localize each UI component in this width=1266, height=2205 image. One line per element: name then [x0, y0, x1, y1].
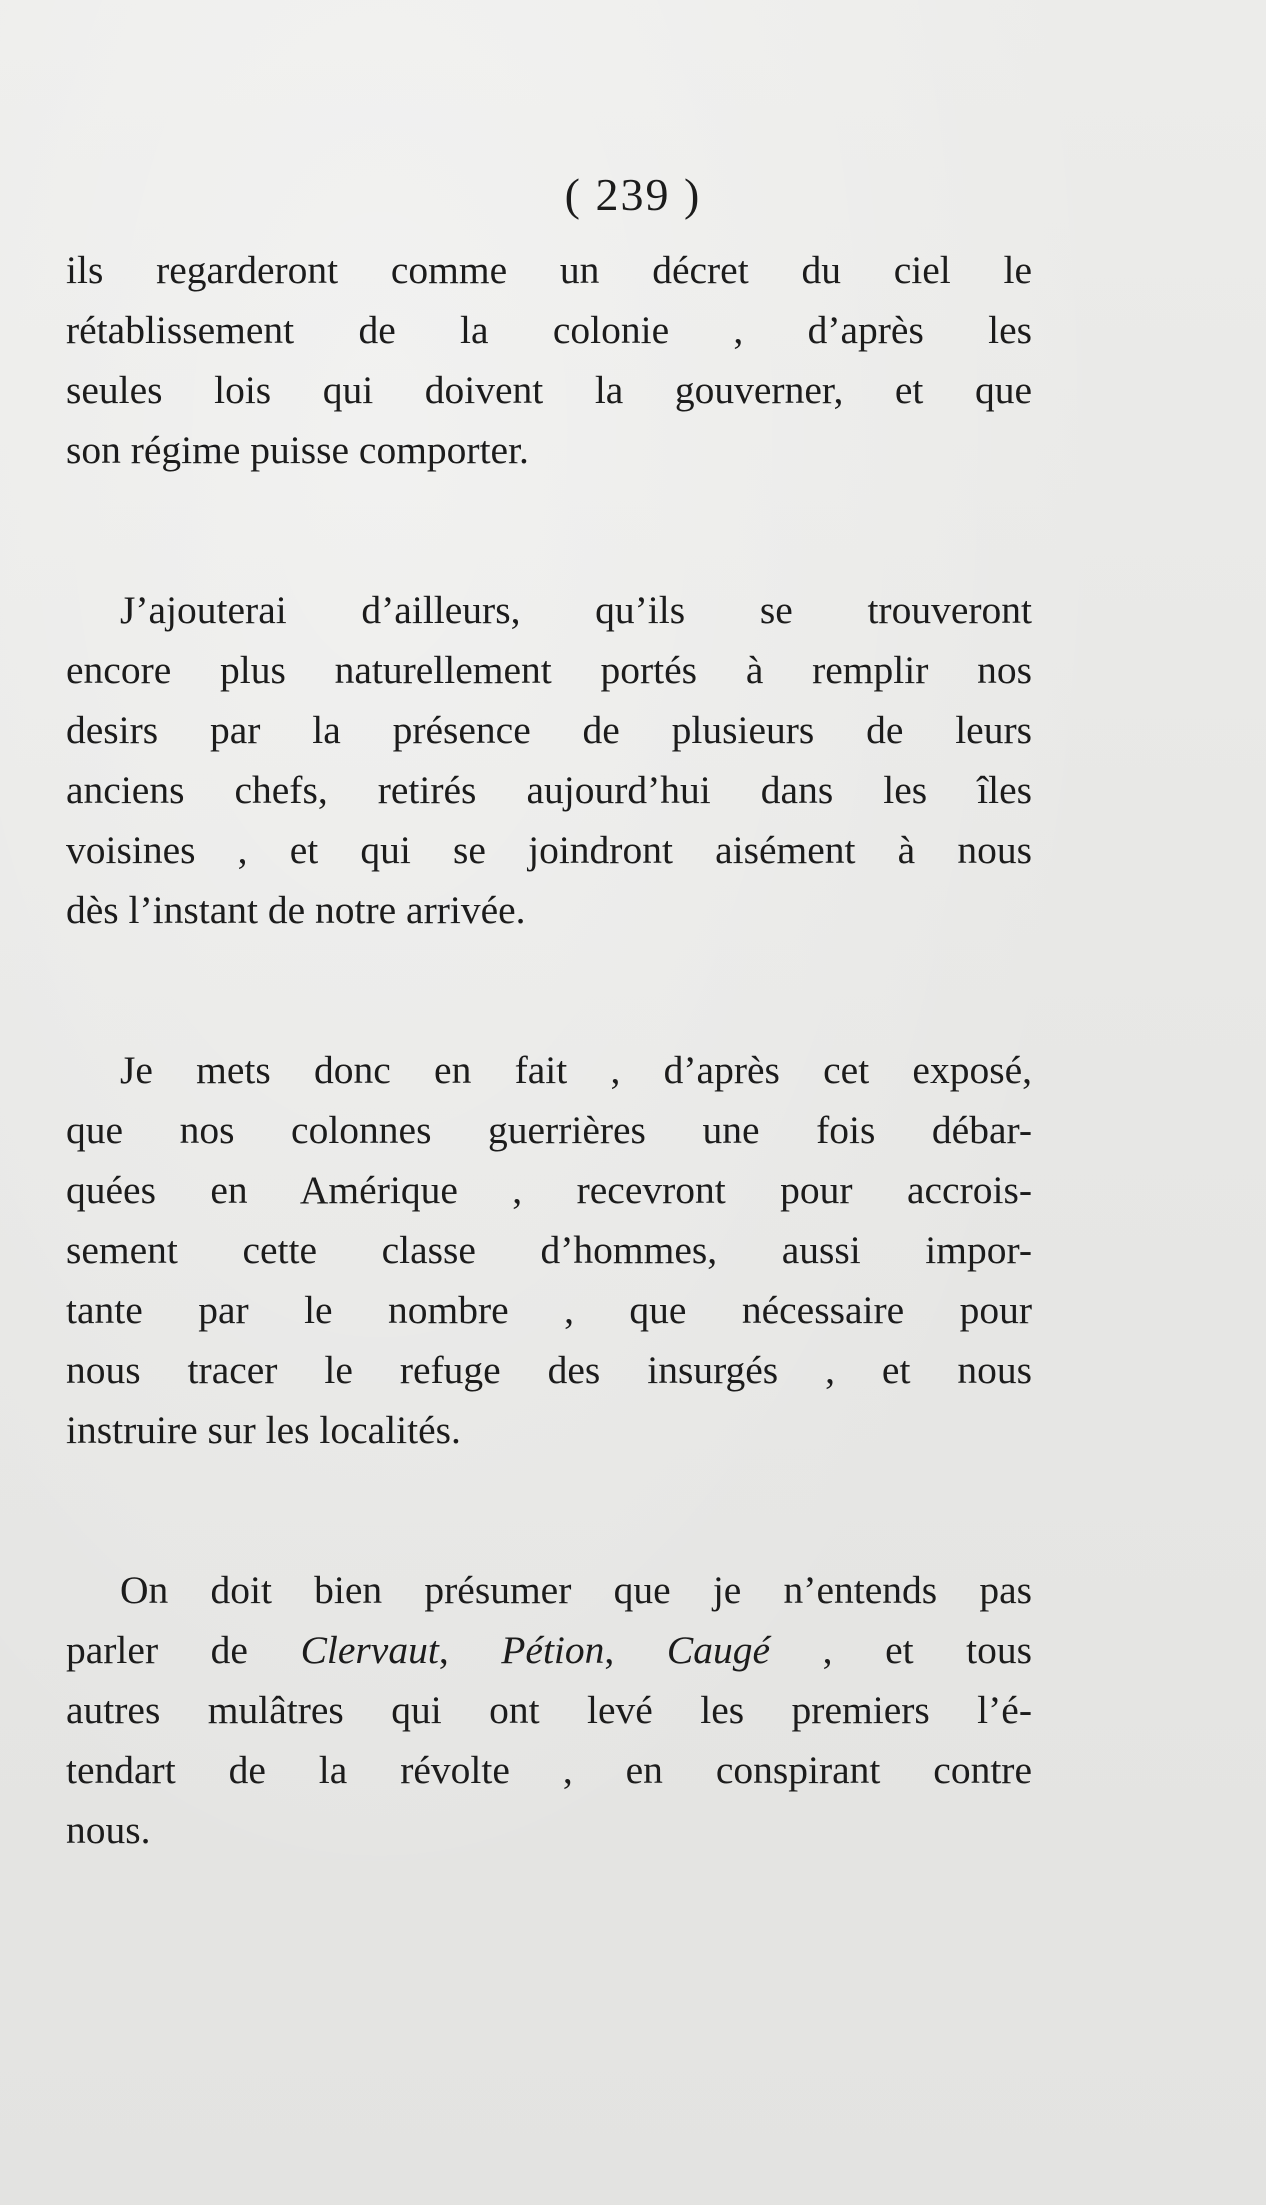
text-line: rétablissement de la colonie , d’après les: [66, 308, 1032, 352]
text-line: nous.: [66, 1808, 151, 1852]
text-fragment: et tous: [885, 1628, 1033, 1672]
paragraph-2: [66, 580, 1032, 940]
text-line-with-names: parler de Clervaut, Pétion, Caugé , et tous: [66, 1628, 1033, 1672]
text-line: J’ajouterai d’ailleurs, qu’ils se trouveront: [120, 588, 1032, 632]
italic-name: Caugé: [666, 1628, 770, 1672]
text-line: voisines , et qui se joindront aisément à nous: [66, 828, 1032, 872]
text-line: desirs par la présence de plusieurs de leurs: [66, 708, 1032, 752]
text-line: son régime puisse comporter.: [66, 428, 529, 472]
text-line: sement cette classe d’hommes, aussi impor-: [66, 1228, 1032, 1272]
text-line: instruire sur les localités.: [66, 1408, 461, 1452]
text-line: encore plus naturellement portés à remplir nos: [66, 648, 1032, 692]
paragraph-4: [66, 1560, 1032, 1860]
text-line: tante par le nombre , que nécessaire pour: [66, 1288, 1032, 1332]
text-fragment: parler de: [66, 1628, 248, 1672]
italic-name: Pétion: [501, 1628, 605, 1672]
text-line: que nos colonnes guerrières une fois débar-: [66, 1108, 1032, 1152]
paragraph-1: [66, 240, 1032, 480]
text-line: On doit bien présumer que je n’entends pas: [120, 1568, 1032, 1612]
text-line: Je mets donc en fait , d’après cet exposé,: [120, 1048, 1032, 1092]
page-body: [66, 240, 1032, 1960]
text-line: ils regarderont comme un décret du ciel le: [66, 248, 1032, 292]
text-line: tendart de la révolte , en conspirant contre: [66, 1748, 1032, 1792]
text-line: dès l’instant de notre arrivée.: [66, 888, 526, 932]
text-line: autres mulâtres qui ont levé les premiers l’é-: [66, 1688, 1032, 1732]
page-number: ( 239 ): [564, 169, 702, 220]
paragraph-3: [66, 1040, 1032, 1460]
text-line: anciens chefs, retirés aujourd’hui dans les îles: [66, 768, 1032, 812]
italic-name: Clervaut: [300, 1628, 439, 1672]
text-line: seules lois qui doivent la gouverner, et que: [66, 368, 1032, 412]
text-line: nous tracer le refuge des insurgés , et nous: [66, 1348, 1032, 1392]
text-line: quées en Amérique , recevront pour accrois-: [66, 1168, 1032, 1212]
